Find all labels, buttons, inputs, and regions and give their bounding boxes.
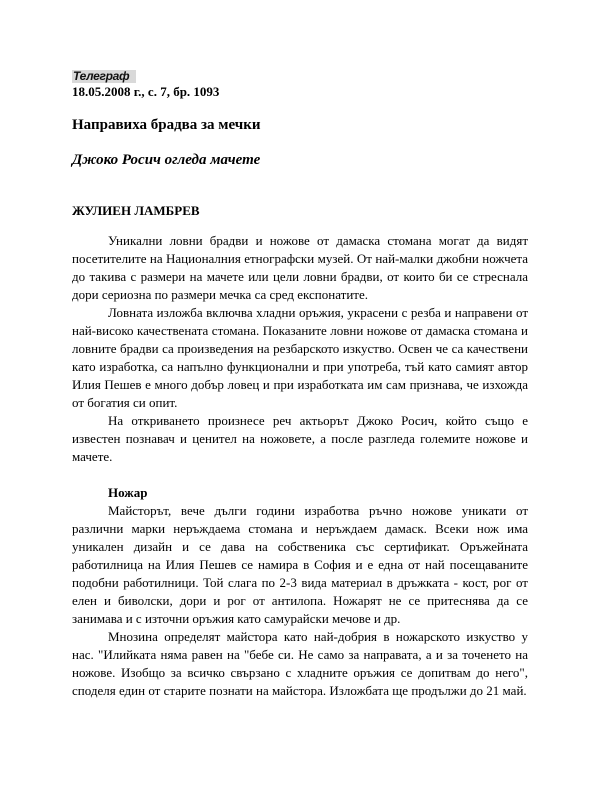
paragraph: Уникални ловни брадви и ножове от дамаска стомана могат да видят посетителите на Националния етнографски музей. От най-малки джобни ножчета до такива с размери на мачете или цели ловни брадви, от които би се стреснала дори сериозна по размери мечка са сред експонатите. bbox=[72, 233, 528, 302]
newspaper-logo-text: Телеграф bbox=[73, 69, 130, 83]
publication-line: 18.05.2008 г., с. 7, бр. 1093 bbox=[72, 84, 220, 99]
paragraph: Ловната изложба включва хладни оръжия, украсени с резба и направени от най-високо качествената стомана. Показаните ловни ножове от дамаска стомана и ловните брадви са произведения на резбарското изкуство. Освен че са качествени като изработка, са напълно функционални и при употреба, тъй като самият автор Илия Пешев е много добър ловец и при изработката им сам признава, че изхожда от богатия си опит. bbox=[72, 305, 528, 410]
article-subheadline: Джоко Росич огледа мачете bbox=[72, 152, 261, 168]
paragraph: Мнозина определят майстора като най-добрия в ножарското изкуство у нас. "Илийката няма равен на "бебе си. Не само за направата, а и за точенето на ножове. Изобщо за всичко свързано с хладните оръжия се допитвам до него", споделя един от старите познати на майстора. Изложбата ще продължи до 21 май. bbox=[72, 629, 528, 698]
section-heading: Ножар bbox=[108, 485, 148, 500]
article-body bbox=[72, 232, 528, 700]
article-author: ЖУЛИЕН ЛАМБРЕВ bbox=[72, 203, 200, 218]
newspaper-logo bbox=[72, 70, 136, 83]
paragraph: На откриването произнесе реч актьорът Джоко Росич, който също е известен познавач и ценител на ножовете, а после разгледа големите ножове и мачете. bbox=[72, 413, 528, 464]
paragraph: Майсторът, вече дълги години изработва ръчно ножове уникати от различни марки неръждаема стомана и неръждаем дамаск. Всеки нож има уникален дизайн и се дава на собственика със сертификат. Оръжейната работилница на Илия Пешев се намира в София и е една от най посещаваните подобни работилници. Той слага по 2-3 вида материал в дръжката - кост, рог от елен и биволски, дори и рог от антилопа. Ножарят не се притеснява да се занимава и с източни оръжия като самурайски мечове и др. bbox=[72, 503, 528, 626]
article-headline: Направиха брадва за мечки bbox=[72, 117, 261, 133]
